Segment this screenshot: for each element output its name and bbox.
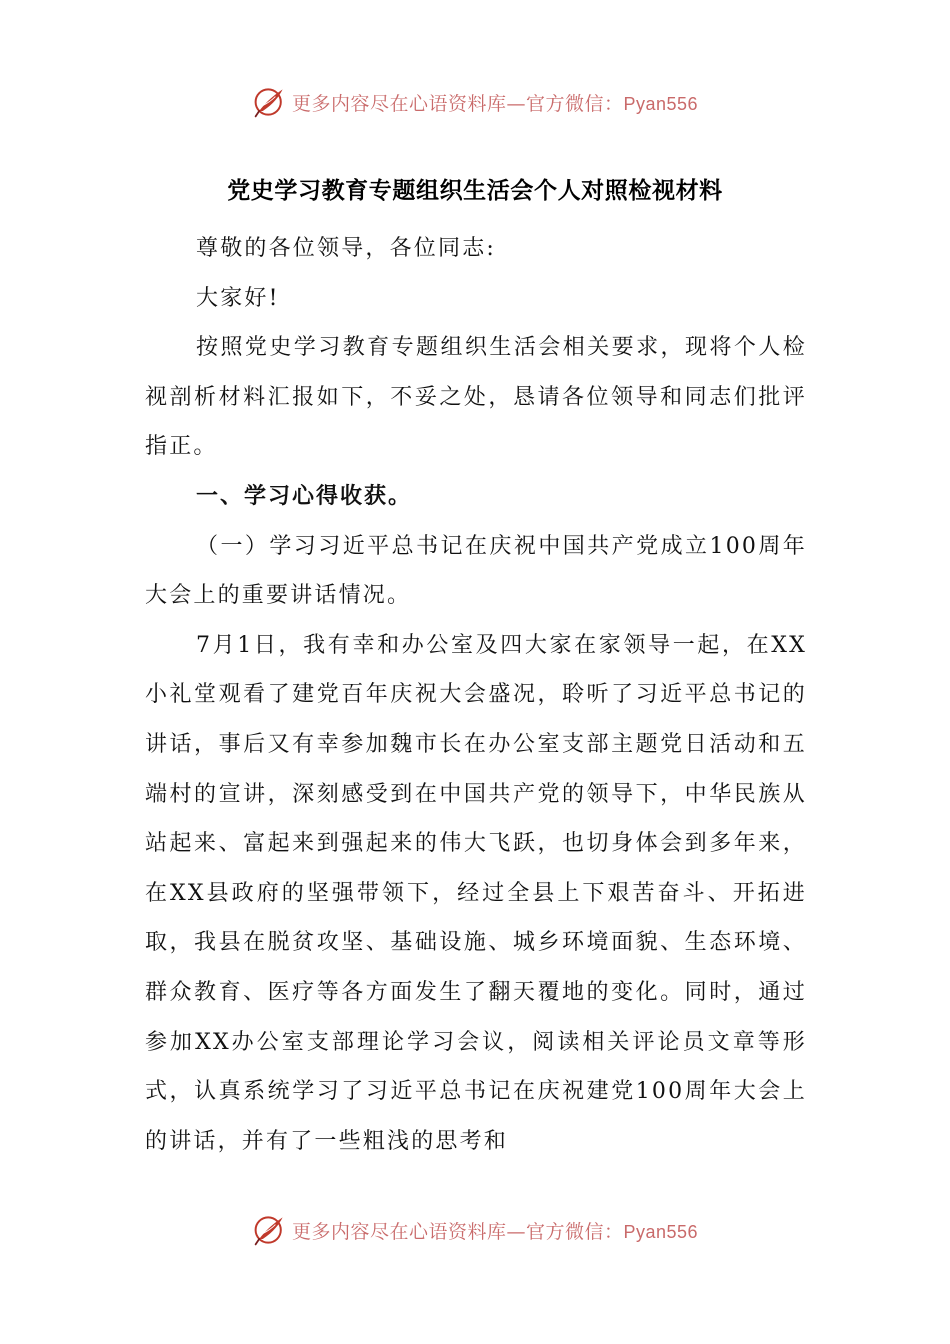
quill-pen-logo-icon — [252, 1212, 288, 1248]
watermark-main-text: 更多内容尽在心语资料库—官方微信： — [291, 1220, 624, 1243]
watermark-wechat-id: Pyan556 — [623, 93, 699, 114]
watermark-text — [292, 89, 698, 116]
document-body — [145, 224, 807, 1166]
watermark-header — [0, 82, 950, 122]
watermark-wechat-id: Pyan556 — [623, 1221, 699, 1242]
section-heading: 一、学习心得收获。 — [196, 482, 413, 509]
intro-paragraph: 按照党史学习教育专题组织生活会相关要求，现将个人检视剖析材料汇报如下，不妥之处，恳请各位领导和同志们批评指正。 — [145, 335, 807, 460]
subsection-heading: （一）学习习近平总书记在庆祝中国共产党成立100周年大会上的重要讲话情况。 — [145, 533, 807, 609]
quill-pen-logo-icon — [252, 84, 288, 120]
salutation: 尊敬的各位领导，各位同志: — [196, 236, 497, 261]
watermark-footer — [0, 1210, 950, 1250]
watermark-text — [292, 1217, 698, 1244]
document-title: 党史学习教育专题组织生活会个人对照检视材料 — [227, 177, 723, 204]
watermark-main-text: 更多内容尽在心语资料库—官方微信： — [291, 92, 624, 115]
greeting: 大家好! — [196, 285, 280, 311]
body-paragraph: 7月1日，我有幸和办公室及四大家在家领导一起，在XX小礼堂观看了建党百年庆祝大会盛况，聆听了习近平总书记的讲话，事后又有幸参加魏市长在办公室支部主题党日活动和五端村的宣讲，深刻感受到在中国共产党的领导下，中华民族从站起来、富起来到强起来的伟大飞跃，也切身体会到多年来，在XX县政府的坚强带领下，经过全县上下艰苦奋斗、开拓进取，我县在脱贫攻坚、基础设施、城乡环境面貌、生态环境、群众教育、医疗等各方面发生了翻天覆地的变化。同时，通过参加XX办公室支部理论学习会议，阅读相关评论员文章等形式，认真系统学习了习近平总书记在庆祝建党100周年大会上的讲话，并有了一些粗浅的思考和 — [145, 632, 807, 1154]
